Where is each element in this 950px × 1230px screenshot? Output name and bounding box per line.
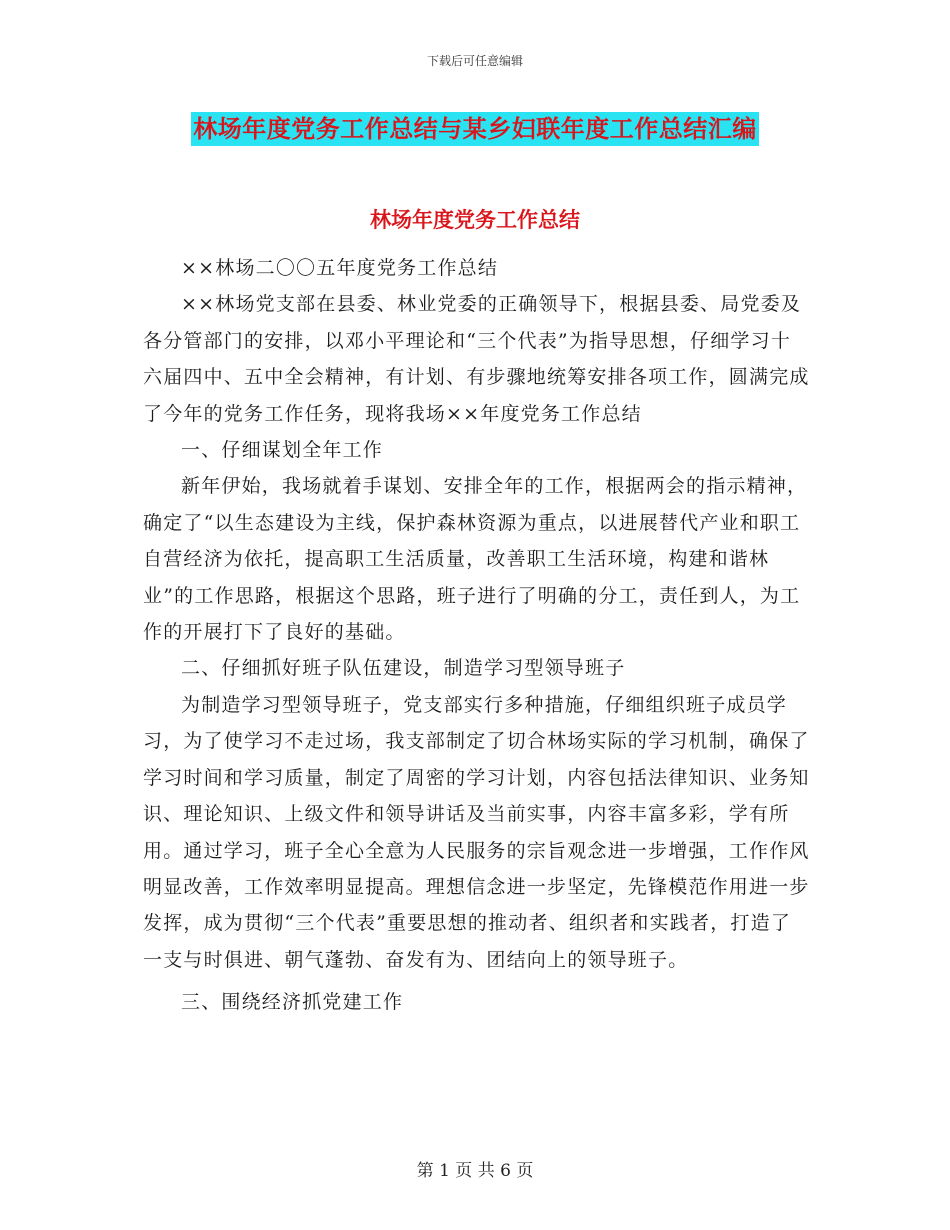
section-title: 林场年度党务工作总结 xyxy=(370,208,580,232)
paragraph-heading-1: 一、仔细谋划全年工作 xyxy=(181,439,384,462)
paragraph-section-2: 为制造学习型领导班子，党支部实行多种措施，仔细组织班子成员学习，为了使学习不走过场，我支部制定了切合林场实际的学习机制，确保了学习时间和学习质量，制定了周密的学习计划，内容包括法律知识、业务知识、理论知识、上级文件和领导讲话及当前实事，内容丰富多彩，学有所用。通过学习，班子全心全意为人民服务的宗旨观念进一步增强，工作作风明显改善，工作效率明显提高。理想信念进一步坚定，先锋模范作用进一步发挥，成为贯彻“三个代表”重要思想的推动者、组织者和实践者，打造了一支与时俱进、朝气蓬勃、奋发有为、团结向上的领导班子。 xyxy=(143,693,810,971)
paragraph-heading-2: 二、仔细抓好班子队伍建设，制造学习型领导班子 xyxy=(181,657,626,680)
body-text xyxy=(143,250,810,1021)
page-number: 第 1 页 共 6 页 xyxy=(416,1161,534,1181)
main-title: 林场年度党务工作总结与某乡妇联年度工作总结汇编 xyxy=(191,112,759,146)
header-note: 下载后可任意编辑 xyxy=(426,54,523,68)
paragraph-intro: ××林场党支部在县委、林业党委的正确领导下，根据县委、局党委及各分管部门的安排，以邓小平理论和“三个代表”为指导思想，仔细学习十六届四中、五中全会精神，有计划、有步骤地统筹安排各项工作，圆满完成了今年的党务工作任务，现将我场××年度党务工作总结 xyxy=(143,293,810,425)
paragraph-section-1: 新年伊始，我场就着手谋划、安排全年的工作，根据两会的指示精神，确定了“以生态建设为主线，保护森林资源为重点，以进展替代产业和职工自营经济为依托，提高职工生活质量，改善职工生活环境，构建和谐林业”的工作思路，根据这个思路，班子进行了明确的分工，责任到人，为工作的开展打下了良好的基础。 xyxy=(143,475,808,644)
paragraph-heading-3: 三、围绕经济抓党建工作 xyxy=(181,991,404,1014)
paragraph-doc-heading: ××林场二〇〇五年度党务工作总结 xyxy=(181,257,499,279)
main-title-wrap xyxy=(0,112,950,146)
